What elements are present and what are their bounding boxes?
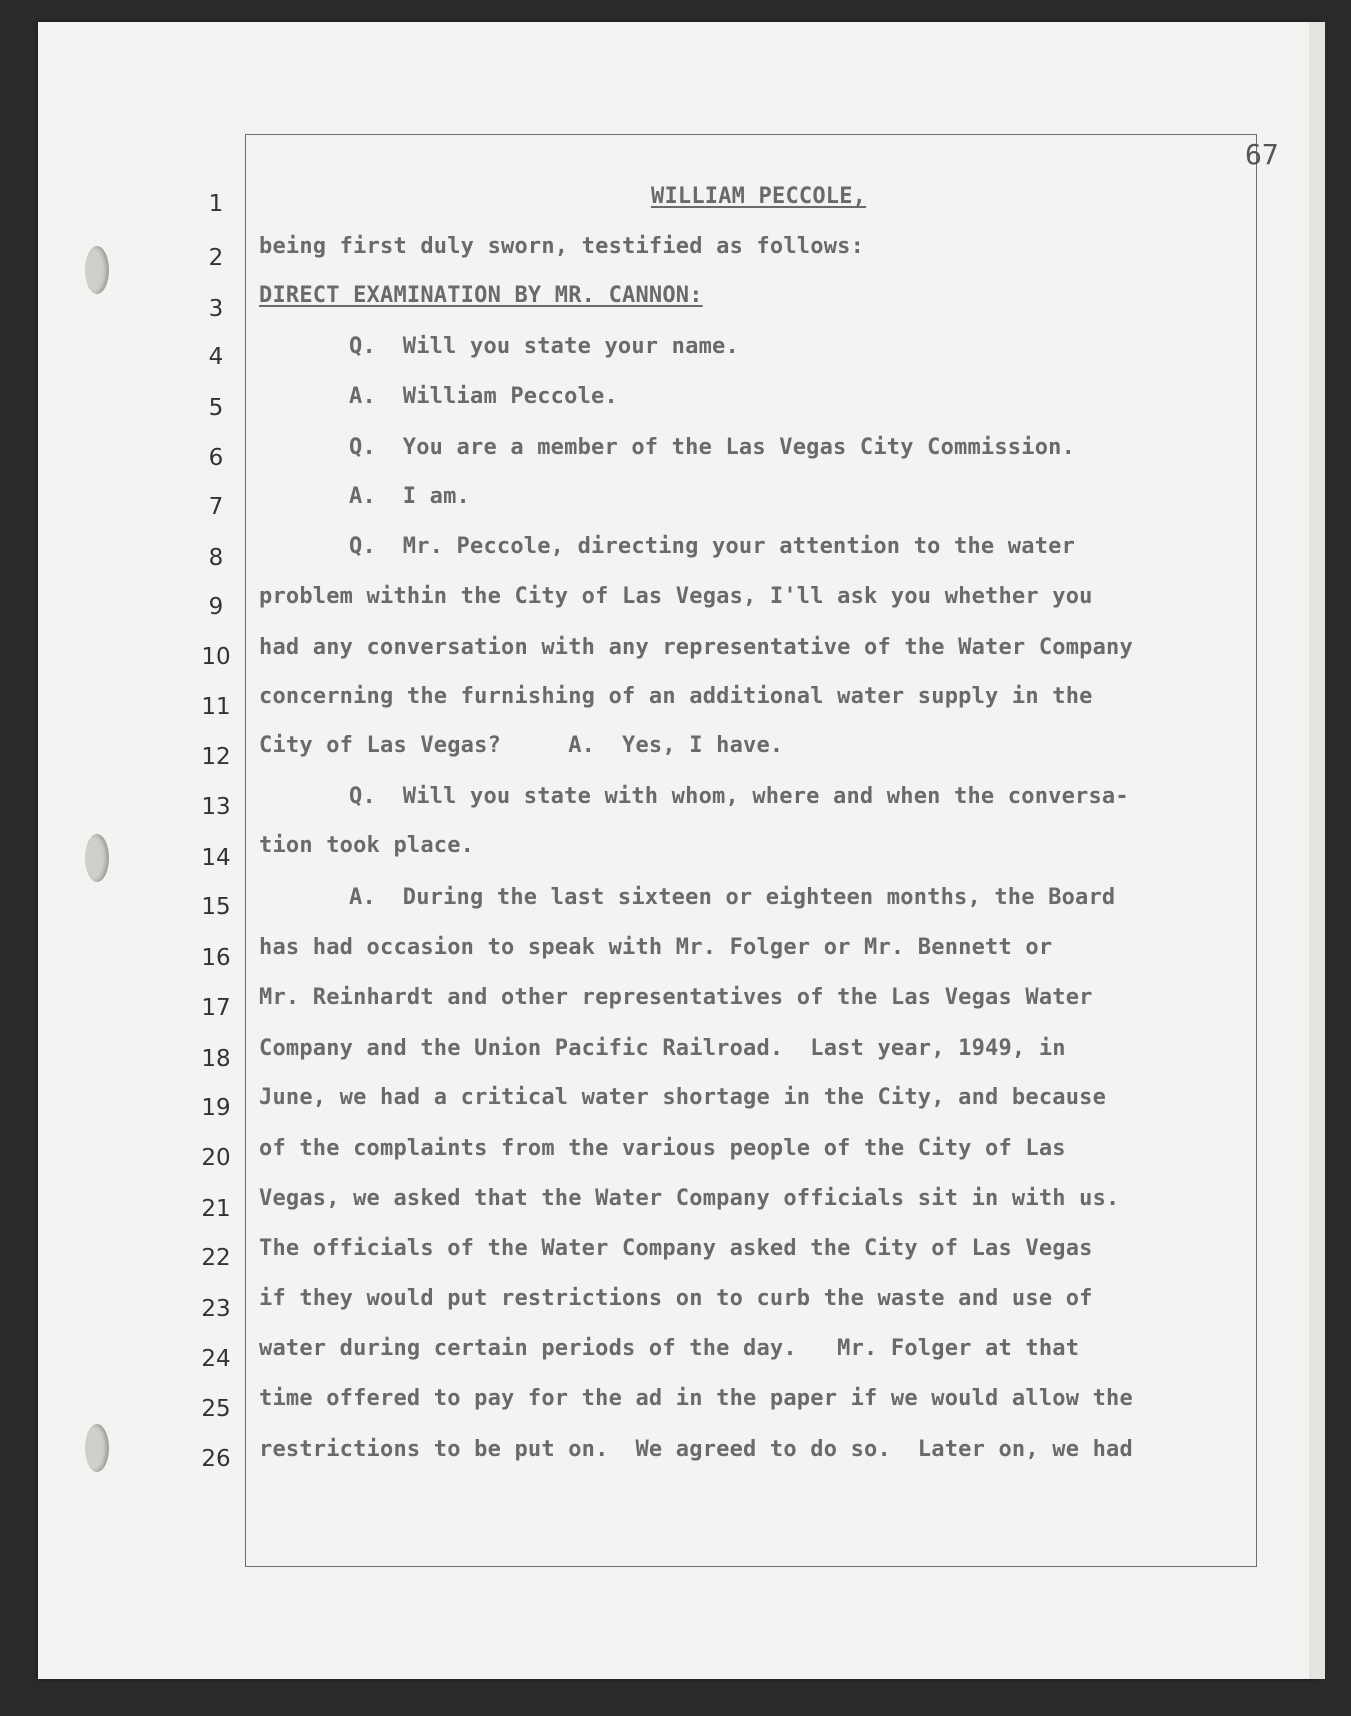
line-number: 16 <box>201 945 231 971</box>
line-number: 22 <box>201 1245 231 1271</box>
witness-heading: WILLIAM PECCOLE, <box>651 184 867 209</box>
line-number: 17 <box>201 995 231 1021</box>
transcript-line: A. William Peccole. <box>349 384 618 409</box>
line-number: 1 <box>208 191 224 217</box>
transcript-line: A. I am. <box>349 484 471 509</box>
line-number: 10 <box>201 644 231 670</box>
transcript-line: being first duly sworn, testified as follows: <box>259 234 865 259</box>
line-number: 24 <box>201 1346 231 1372</box>
transcript-line: concerning the furnishing of an additional water supply in the <box>259 684 1093 709</box>
transcript-line: tion took place. <box>259 833 475 858</box>
transcript-line: Vegas, we asked that the Water Company officials sit in with us. <box>259 1186 1120 1211</box>
transcript-line: of the complaints from the various people of the City of Las <box>259 1136 1066 1161</box>
transcript-line: City of Las Vegas? A. Yes, I have. <box>259 733 784 758</box>
transcript-line: Q. You are a member of the Las Vegas City Commission. <box>349 435 1076 460</box>
punch-hole <box>85 834 109 882</box>
transcript-line: Q. Will you state your name. <box>349 334 739 359</box>
line-number: 26 <box>201 1446 231 1472</box>
line-number: 2 <box>208 245 224 271</box>
transcript-line: if they would put restrictions on to curb the waste and use of <box>259 1286 1093 1311</box>
line-number: 14 <box>201 845 231 871</box>
transcript-line: The officials of the Water Company asked the City of Las Vegas <box>259 1236 1093 1261</box>
line-number: 25 <box>201 1396 231 1422</box>
transcript-line: has had occasion to speak with Mr. Folger or Mr. Bennett or <box>259 935 1053 960</box>
transcript-line: Company and the Union Pacific Railroad. Last year, 1949, in <box>259 1036 1066 1061</box>
line-number: 21 <box>201 1196 231 1222</box>
line-number: 11 <box>201 694 231 720</box>
transcript-line: June, we had a critical water shortage in the City, and because <box>259 1085 1107 1110</box>
line-number: 15 <box>201 894 231 920</box>
transcript-line: had any conversation with any representative of the Water Company <box>259 635 1133 660</box>
examination-heading: DIRECT EXAMINATION BY MR. CANNON: <box>259 283 703 308</box>
line-number: 18 <box>201 1046 231 1072</box>
line-number: 6 <box>208 445 224 471</box>
line-number: 19 <box>201 1095 231 1121</box>
line-number: 5 <box>208 395 224 421</box>
line-number: 4 <box>208 344 224 370</box>
transcript-line: Mr. Reinhardt and other representatives of the Las Vegas Water <box>259 985 1093 1010</box>
punch-hole <box>85 246 109 294</box>
transcript-line: Q. Mr. Peccole, directing your attention to the water <box>349 534 1076 559</box>
line-number: 13 <box>201 794 231 820</box>
transcript-line: Q. Will you state with whom, where and when the conversa- <box>349 784 1129 809</box>
line-number: 9 <box>208 594 224 620</box>
line-number: 3 <box>208 296 224 322</box>
line-number: 20 <box>201 1145 231 1171</box>
sheet-edge <box>1309 22 1325 1679</box>
line-number: 12 <box>201 744 231 770</box>
page-number: 67 <box>1245 138 1279 171</box>
transcript-line: problem within the City of Las Vegas, I'll ask you whether you <box>259 584 1093 609</box>
transcript-line: water during certain periods of the day. Mr. Folger at that <box>259 1336 1080 1361</box>
line-number: 23 <box>201 1296 231 1322</box>
line-number: 8 <box>208 545 224 571</box>
transcript-line: A. During the last sixteen or eighteen months, the Board <box>349 885 1116 910</box>
line-number: 7 <box>208 494 224 520</box>
punch-hole <box>85 1424 109 1472</box>
transcript-line: time offered to pay for the ad in the paper if we would allow the <box>259 1386 1133 1411</box>
transcript-line: restrictions to be put on. We agreed to do so. Later on, we had <box>259 1437 1133 1462</box>
